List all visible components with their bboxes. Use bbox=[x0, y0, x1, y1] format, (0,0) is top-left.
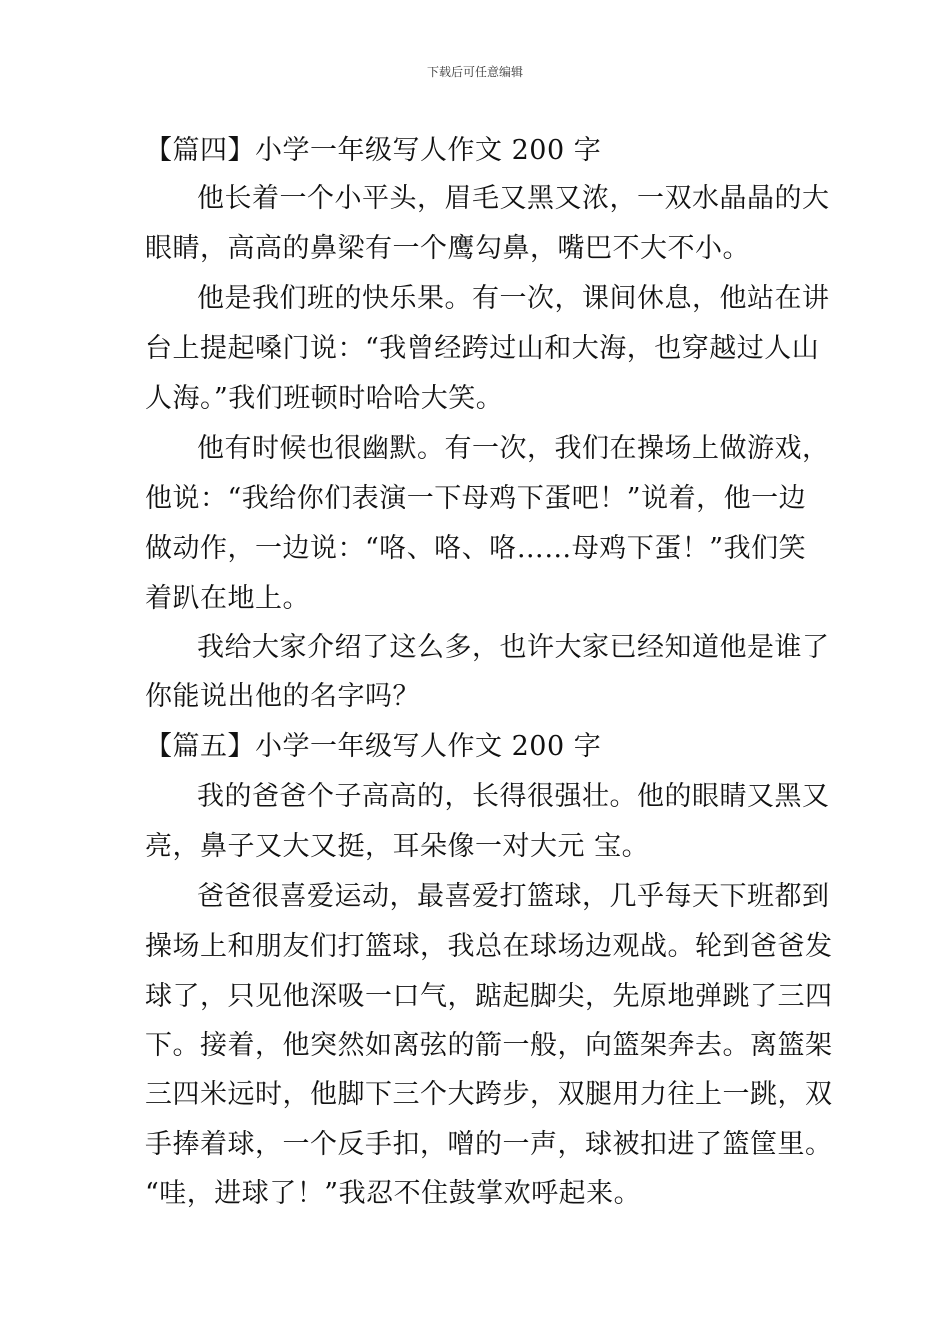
section-4-title: 【篇四】小学一年级写人作文 200 字 bbox=[145, 135, 602, 166]
s5-p2-line4: 下。接着，他突然如离弦的箭一般，向篮架奔去。离篮架 bbox=[145, 1030, 833, 1061]
s5-p2-line6: 手捧着球，一个反手扣，噌的一声，球被扣进了篮筐里。 bbox=[145, 1129, 833, 1160]
s5-p2-line1: 爸爸很喜爱运动，最喜爱打篮球，几乎每天下班都到 bbox=[197, 881, 830, 912]
s4-p4-line2: 你能说出他的名字吗？ bbox=[145, 681, 420, 712]
s5-p1-line2: 亮，鼻子又大又挺，耳朵像一对大元 宝。 bbox=[145, 831, 650, 862]
s5-p1-line1: 我的爸爸个子高高的，长得很强壮。他的眼睛又黑又 bbox=[197, 781, 830, 812]
s4-p4-line1: 我给大家介绍了这么多，也许大家已经知道他是谁了 bbox=[197, 632, 830, 663]
s5-p2-line5: 三四米远时，他脚下三个大跨步，双腿用力往上一跳，双 bbox=[145, 1079, 833, 1110]
s5-p2-line7: “哇，进球了！”我忍不住鼓掌欢呼起来。 bbox=[145, 1178, 642, 1209]
s4-p3-line4: 着趴在地上。 bbox=[145, 583, 310, 614]
s4-p3-line2: 他说：“我给你们表演一下母鸡下蛋吧！”说着，他一边 bbox=[145, 483, 807, 514]
s5-p2-line2: 操场上和朋友们打篮球，我总在球场边观战。轮到爸爸发 bbox=[145, 931, 833, 962]
s5-p2-line3: 球了，只见他深吸一口气，踮起脚尖，先原地弹跳了三四 bbox=[145, 981, 833, 1012]
s4-p2-line1: 他是我们班的快乐果。有一次，课间休息，他站在讲 bbox=[197, 283, 830, 314]
s4-p1-line2: 眼睛，高高的鼻梁有一个鹰勾鼻，嘴巴不大不小。 bbox=[145, 233, 750, 264]
s4-p2-line3: 人海。”我们班顿时哈哈大笑。 bbox=[145, 383, 504, 414]
watermark-text: 下载后可任意编辑 bbox=[426, 65, 523, 79]
section-5-title: 【篇五】小学一年级写人作文 200 字 bbox=[145, 731, 602, 762]
s4-p3-line1: 他有时候也很幽默。有一次，我们在操场上做游戏， bbox=[197, 433, 830, 464]
s4-p1-line1: 他长着一个小平头，眉毛又黑又浓，一双水晶晶的大 bbox=[197, 183, 830, 214]
s4-p2-line2: 台上提起嗓门说：“我曾经跨过山和大海，也穿越过人山 bbox=[145, 333, 820, 364]
s4-p3-line3: 做动作，一边说：“咯、咯、咯……母鸡下蛋！”我们笑 bbox=[145, 533, 807, 564]
